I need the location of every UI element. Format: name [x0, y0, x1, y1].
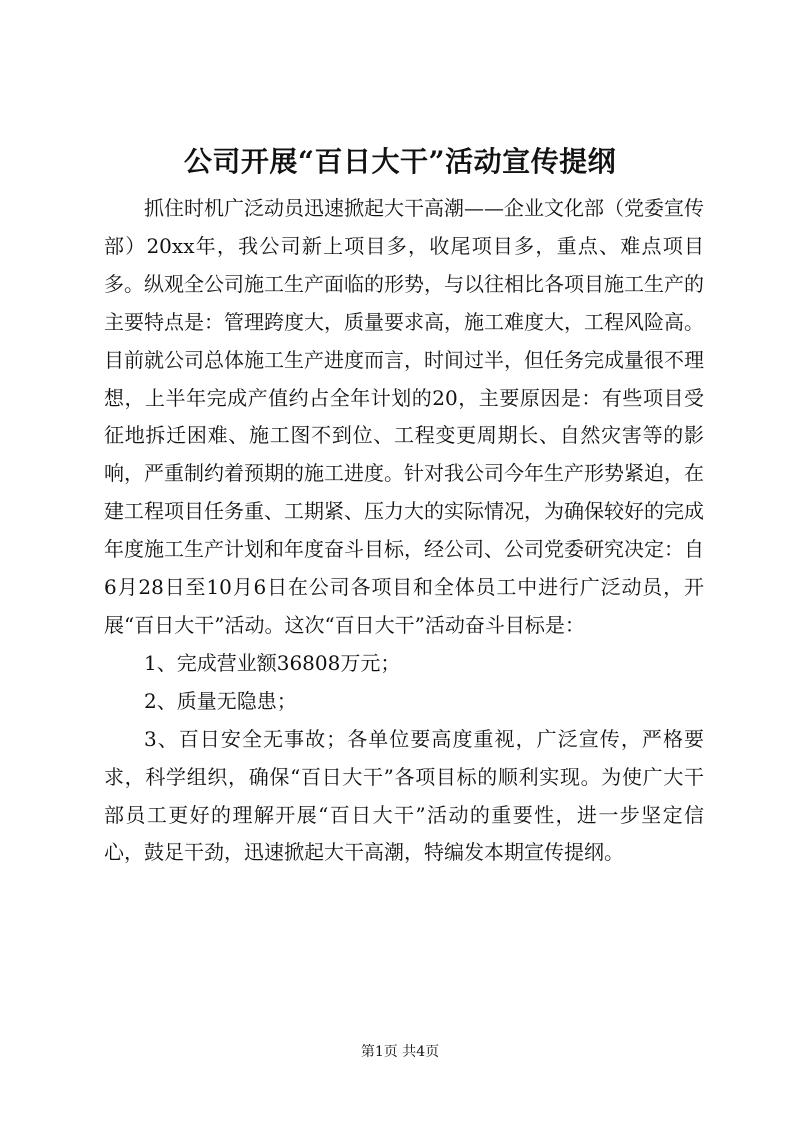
- page-footer: 第1页 共4页: [360, 1044, 440, 1060]
- paragraph-goal-3: 3、百日安全无事故；各单位要高度重视，广泛宣传，严格要求，科学组织，确保“百日大干”各项目标的顺利实现。为使广大干部员工更好的理解开展“百日大干”活动的重要性，进一步坚定信心，鼓足干劲，迅速掀起大干高潮，特编发本期宣传提纲。: [104, 726, 704, 865]
- paragraph-intro: 抓住时机广泛动员迅速掀起大干高潮——企业文化部（党委宣传部）20xx年，我公司新上项目多，收尾项目多，重点、难点项目多。纵观全公司施工生产面临的形势，与以往相比各项目施工生产的主要特点是：管理跨度大，质量要求高，施工难度大，工程风险高。目前就公司总体施工生产进度而言，时间过半，但任务完成量很不理想，上半年完成产值约占全年计划的20，主要原因是：有些项目受征地拆迁困难、施工图不到位、工程变更周期长、自然灾害等的影响，严重制约着预期的施工进度。针对我公司今年生产形势紧迫，在建工程项目任务重、工期紧、压力大的实际情况，为确保较好的完成年度施工生产计划和年度奋斗目标，经公司、公司党委研究决定：自6月28日至10月6日在公司各项目和全体员工中进行广泛动员，开展“百日大干”活动。这次“百日大干”活动奋斗目标是：: [104, 196, 704, 637]
- paragraph-goal-1: 1、完成营业额36808万元；: [144, 650, 401, 675]
- document-body: [104, 190, 704, 872]
- document-title: 公司开展“百日大干”活动宣传提纲: [183, 145, 617, 178]
- paragraph-goal-2: 2、质量无隐患；: [144, 688, 297, 713]
